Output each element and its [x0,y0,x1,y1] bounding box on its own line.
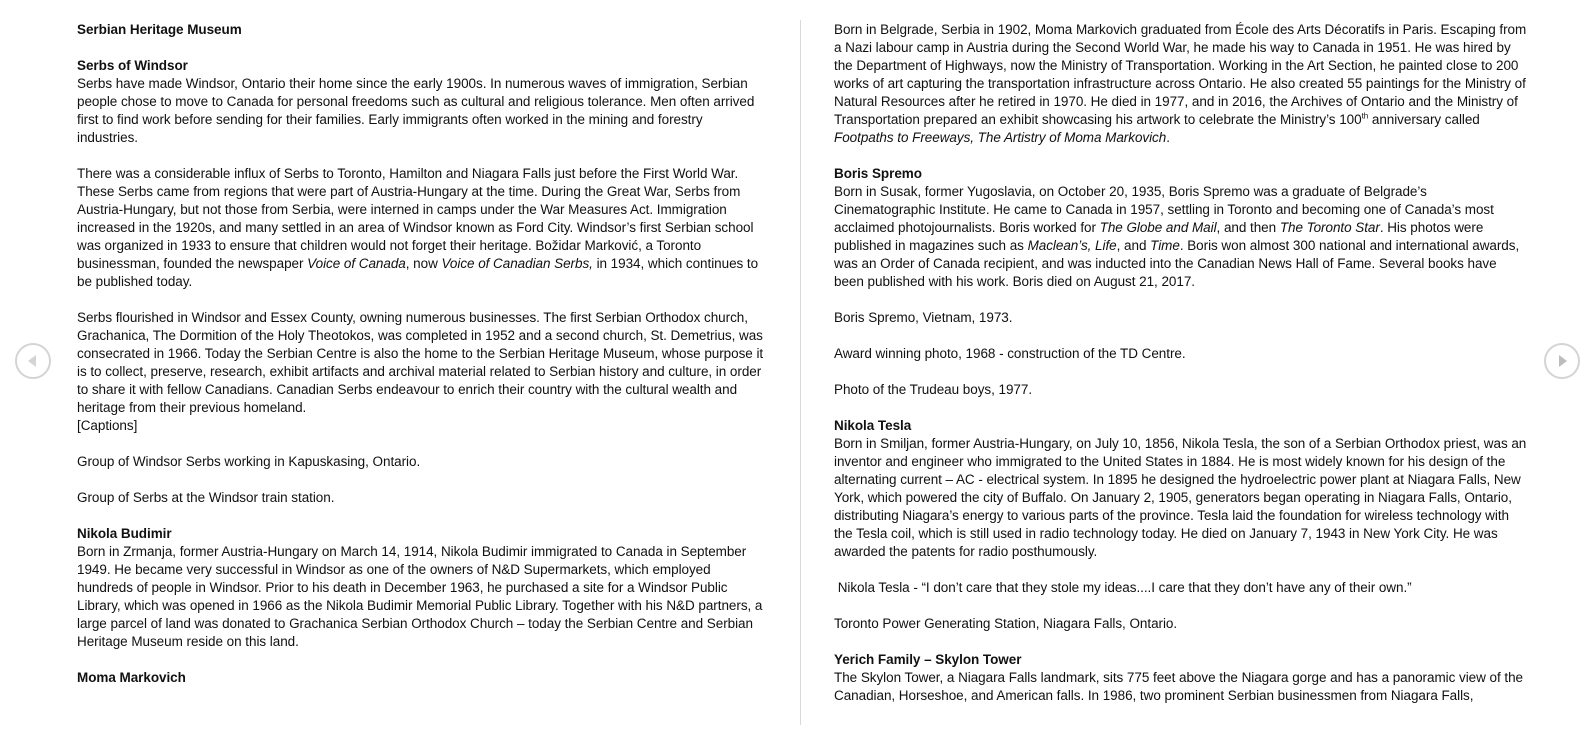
paragraph-text: The Skylon Tower, a Niagara Falls landmark, sits 775 feet above the Niagara gorge and has a panoramic view of the Canadian, Horseshoe, and American falls. In 1986, two prominent Serbian businessmen from Niagara Falls, [834,670,1523,703]
chevron-left-icon [25,353,41,369]
section-heading: Yerich Family – Skylon Tower [834,652,1022,667]
paragraph-flourished [77,309,767,435]
section-heading: Nikola Tesla [834,418,912,433]
publication-title: Maclean’s, Life [1027,238,1117,253]
paragraph-text: Serbs flourished in Windsor and Essex County, owning numerous businesses. The first Serbian Orthodox church, Grachanica, The Dormition of the Holy Theotokos, was completed in 1952 and a second church, St. Demetrius, was consecrated in 1966. Today the Serbian Centre is also the home to the Serbian Heritage Museum, whose purpose it is to collect, preserve, research, exhibit artifacts and archival material related to Serbian history and culture, in order to share it with fellow Canadians. Canadian Serbs endeavour to enrich their country with the cultural wealth and heritage from their previous homeland. [77,310,764,415]
caption: Nikola Tesla - “I don’t care that they stole my ideas....I care that they don’t have any of their own.” [834,580,1412,595]
paragraph-markovich-bio [834,21,1529,147]
caption: Photo of the Trudeau boys, 1977. [834,382,1033,397]
page-divider [800,20,801,725]
paragraph-text: There was a considerable influx of Serbs to Toronto, Hamilton and Niagara Falls just before the First World War. These Serbs came from regions that were part of Austria-Hungary at the time. During the Great War, Serbs from Austria-Hungary, but not those from Serbia, were interned in camps under the War Measures Act. Immigration increased in the 1920s, and many settled in an area of Windsor known as Ford City. Windsor’s first Serbian school was organized in 1933 to ensure that children would not forget their heritage. Božidar Marković, a Toronto businessman, founded the newspaper [77,166,754,271]
section-heading: Serbs of Windsor [77,58,188,73]
right-page [834,21,1529,705]
captions-label: [Captions] [77,418,138,433]
paragraph-text: . Boris won almost 300 national and international awards, was an Order of Canada recipient, and was inducted into the Canadian News Hall of Fame. Several books have been published with his work. Boris died on August 21, 2017. [834,238,1520,289]
paragraph-text: Serbs have made Windsor, Ontario their home since the early 1900s. In numerous waves of immigration, Serbian people chose to move to Canada for personal freedoms such as cultural and religious tolerance. Men often arrived first to find work before sending for their families. Early immigrants often worked in the mining and forestry industries. [77,76,755,145]
publication-title: The Globe and Mail [1099,220,1217,235]
section-yerich-family [834,651,1529,705]
chevron-right-icon [1554,353,1570,369]
section-nikola-budimir [77,525,767,651]
paragraph-text: . [1166,130,1170,145]
section-serbs-of-windsor [77,57,767,147]
section-boris-spremo [834,165,1529,291]
paragraph-text: . His photos were published in magazines such as [834,220,1484,253]
publication-title: The Toronto Star [1279,220,1380,235]
next-page-button[interactable] [1544,343,1580,379]
paragraph-text: Born in Smiljan, former Austria-Hungary, on July 10, 1856, Nikola Tesla, the son of a Serbian Orthodox priest, was an inventor and engineer who immigrated to the United States in 1884. He is most widely known for his design of the alternating current – AC - electrical system. In 1895 he designed the hydroelectric power plant at Niagara Falls, New York, which powered the city of Buffalo. On January 2, 1905, generators began operating in Niagara Falls, Ontario, distributing Niagara’s energy to various parts of the province. Tesla laid the foundation for wireless technology with the Tesla coil, which is still used in radio technology today. He died on January 7, 1943 in New York City. He was awarded the patents for radio posthumously. [834,436,1527,559]
section-heading: Nikola Budimir [77,526,172,541]
previous-page-button[interactable] [15,343,51,379]
paragraph-text: Born in Belgrade, Serbia in 1902, Moma Markovich graduated from École des Arts Décoratifs in Paris. Escaping from a Nazi labour camp in Austria during the Second World War, he made his way to Canada in 1951. He was hired by the Department of Highways, now the Ministry of Transportation. Working in the Art Section, he painted close to 200 works of art capturing the transportation infrastructure across Ontario. He also created 55 paintings for the Ministry of Natural Resources after he retired in 1970. He died in 1977, and in 2016, the Archives of Ontario and the Ministry of Transportation prepared an exhibit showcasing his artwork to celebrate the Ministry’s 100 [834,22,1527,127]
section-nikola-tesla [834,417,1529,561]
paragraph-text: Born in Susak, former Yugoslavia, on October 20, 1935, Boris Spremo was a graduate of Belgrade’s Cinematographic Institute. He came to Canada in 1957, settling in Toronto and becoming one of Canada’s most acclaimed photojournalists. Boris worked for [834,184,1494,235]
paragraph-text: in 1934, which continues to be published today. [77,256,759,289]
left-page [77,21,767,687]
paragraph-text: Born in Zrmanja, former Austria-Hungary on March 14, 1914, Nikola Budimir immigrated to Canada in September 1949. He became very successful in Windsor as one of the owners of N&D Supermarkets, which employed hundreds of people in Windsor. Prior to his death in December 1963, he purchased a site for a Windsor Public Library, which was opened in 1966 as the Nikola Budimir Memorial Public Library. Together with his N&D partners, a large parcel of land was donated to Grachanica Serbian Orthodox Church – today the Serbian Centre and Serbian Heritage Museum reside on this land. [77,544,763,649]
paragraph-text: , and [1116,238,1151,253]
section-heading: Moma Markovich [77,670,186,685]
newspaper-title: Voice of Canada [307,256,406,271]
newspaper-title: Voice of Canadian Serbs, [441,256,593,271]
exhibit-title: Footpaths to Freeways, The Artistry of Moma Markovich [834,130,1167,145]
section-heading: Boris Spremo [834,166,922,181]
caption: Award winning photo, 1968 - construction of the TD Centre. [834,346,1186,361]
caption: Toronto Power Generating Station, Niagara Falls, Ontario. [834,616,1178,631]
museum-title: Serbian Heritage Museum [77,22,242,37]
caption: Group of Serbs at the Windsor train station. [77,490,335,505]
paragraph-text: , and then [1216,220,1280,235]
ordinal-suffix: th [1361,111,1369,121]
section-heading-moma-markovich [77,669,767,687]
caption: Boris Spremo, Vietnam, 1973. [834,310,1013,325]
publication-title: Time [1150,238,1180,253]
caption: Group of Windsor Serbs working in Kapuskasing, Ontario. [77,454,421,469]
paragraph-immigration [77,165,767,291]
paragraph-text: anniversary called [1368,112,1480,127]
paragraph-text: , now [405,256,442,271]
